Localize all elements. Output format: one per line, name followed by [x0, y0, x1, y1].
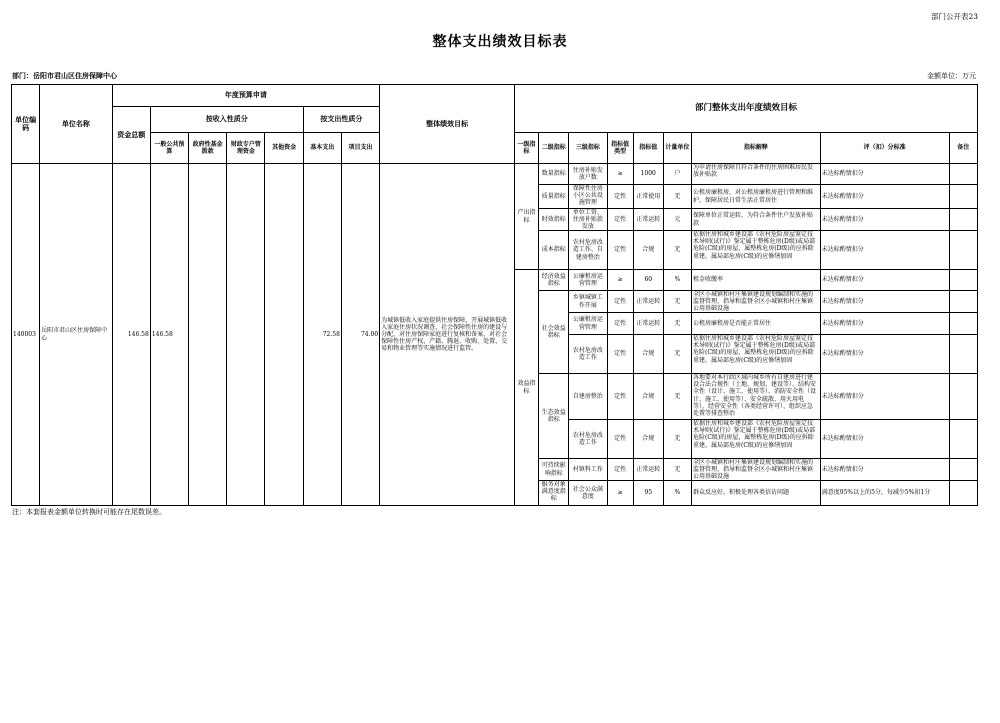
col-level2: 二级指标 — [539, 133, 569, 164]
project-expense-value: 74.00 — [341, 164, 379, 506]
indicator-type: 定性 — [607, 231, 633, 270]
indicator-l2: 时效指标 — [539, 209, 569, 231]
indicator-explanation: 全区小城镇和村庄集镇建设规划编制和实施的监督管理，指导和监督全区小城镇和村庄集镇公用基础设施 — [692, 291, 821, 313]
indicator-l3: 单位工资、住房补贴款发放 — [569, 209, 607, 231]
indicator-type: 定性 — [607, 185, 633, 209]
indicator-scoring: 未达标酌情扣分 — [820, 374, 949, 420]
unit-code: 140003 — [12, 164, 40, 506]
indicator-value: 合规 — [633, 231, 663, 270]
indicator-value: 60 — [633, 270, 663, 291]
indicator-l3: 乡镇城镇工作开展 — [569, 291, 607, 313]
indicator-scoring: 未达标酌情扣分 — [820, 313, 949, 335]
col-level3: 三级指标 — [569, 133, 607, 164]
col-explanation: 指标解释 — [692, 133, 821, 164]
col-annual-budget: 年度预算申请 — [112, 85, 380, 107]
indicator-l3: 农村危房改造工作、自建房整治 — [569, 231, 607, 270]
col-value: 指标值 — [633, 133, 663, 164]
indicator-l2: 生态效益指标 — [539, 374, 569, 459]
indicator-l2: 数量指标 — [539, 164, 569, 185]
indicator-value: 合规 — [633, 374, 663, 420]
indicator-l3: 农村危房改造工作 — [569, 335, 607, 374]
indicator-remarks — [949, 420, 977, 459]
performance-goal-table — [11, 84, 978, 506]
indicator-scoring: 满意度95%以上的5分，每减少5%扣1分 — [820, 481, 949, 506]
indicator-remarks — [949, 209, 977, 231]
fiscal-special-value — [227, 164, 265, 506]
col-by-income: 按收入性质分 — [150, 107, 303, 133]
indicator-unit: 无 — [663, 459, 691, 481]
indicator-l2: 成本指标 — [539, 231, 569, 270]
indicator-type: 定性 — [607, 335, 633, 374]
indicator-remarks — [949, 231, 977, 270]
indicator-unit: 无 — [663, 291, 691, 313]
indicator-value: 合规 — [633, 335, 663, 374]
indicator-value: 正常运转 — [633, 291, 663, 313]
indicator-explanation: 依据住房和城乡建设部《农村危险房屋鉴定技术导则(试行)》鉴定属于整栋危房(D级)或局部危险(C级)的房屋，属整栋危房(D级)的应拆除重建，属局部危房(C级)的应修缮加固 — [692, 420, 821, 459]
col-gov-fund: 政府性基金拨款 — [189, 133, 227, 164]
indicator-explanation: 公租房廉租房是否能正常居住 — [692, 313, 821, 335]
indicator-type: 定性 — [607, 459, 633, 481]
indicator-explanation: 群众反应好，积极处理各类信访问题 — [692, 481, 821, 506]
indicator-type: 定性 — [607, 420, 633, 459]
indicator-scoring: 未达标酌情扣分 — [820, 164, 949, 185]
unit-name: 岳阳市君山区住房保障中心 — [40, 164, 112, 506]
indicator-explanation: 租金收缴率 — [692, 270, 821, 291]
level1-output: 产出指标 — [514, 164, 538, 270]
indicator-scoring: 未达标酌情扣分 — [820, 291, 949, 313]
col-unit-name: 单位名称 — [40, 85, 112, 164]
indicator-l3: 村镇科工作 — [569, 459, 607, 481]
indicator-scoring: 未达标酌情扣分 — [820, 459, 949, 481]
amount-unit-label: 金额单位：万元 — [927, 72, 976, 80]
basic-expense-value: 72.58 — [303, 164, 341, 506]
indicator-value: 正常运转 — [633, 209, 663, 231]
col-fiscal-special: 财政专户管理资金 — [227, 133, 265, 164]
table-number-label: 部门公开表23 — [930, 12, 978, 21]
col-by-expense: 按支出性质分 — [303, 107, 379, 133]
indicator-l2: 质量指标 — [539, 185, 569, 209]
indicator-remarks — [949, 481, 977, 506]
indicator-l3: 公廉租房运营管理 — [569, 313, 607, 335]
department-label: 部门：岳阳市君山区住房保障中心 — [12, 71, 117, 80]
general-budget-value: 146.58 — [150, 164, 188, 506]
col-project-expense: 项目支出 — [341, 133, 379, 164]
indicator-l3: 社会公众满意度 — [569, 481, 607, 506]
indicator-value: 正常使用 — [633, 185, 663, 209]
indicator-remarks — [949, 270, 977, 291]
indicator-explanation: 保障单位正常运转，为符合条件住户发放补贴款 — [692, 209, 821, 231]
page-title: 整体支出绩效目标表 — [432, 34, 568, 50]
indicator-remarks — [949, 313, 977, 335]
col-overall-goal: 整体绩效目标 — [380, 85, 515, 164]
indicator-value: 正常运转 — [633, 313, 663, 335]
indicator-explanation: 为申请住房保障且符合条件的住房困难居民发放补贴款 — [692, 164, 821, 185]
indicator-l2: 社会效益指标 — [539, 291, 569, 374]
indicator-type: ≥ — [607, 270, 633, 291]
col-dept-goal: 部门整体支出年度绩效目标 — [514, 85, 977, 133]
indicator-unit: 无 — [663, 231, 691, 270]
total-funds-value: 146.58 — [112, 164, 150, 506]
indicator-type: 定性 — [607, 374, 633, 420]
indicator-l2: 可持续影响指标 — [539, 459, 569, 481]
indicator-l2: 服务对象满意度指标 — [539, 481, 569, 506]
col-level1: 一级指标 — [514, 133, 538, 164]
indicator-value: 合规 — [633, 420, 663, 459]
indicator-scoring: 未达标酌情扣分 — [820, 335, 949, 374]
gov-fund-value — [189, 164, 227, 506]
overall-goal-text: 为城镇低收入家庭提供住房保障，开展城镇低收入家庭住房状况调查，社会保障性住房的建设与分配，对住房保障家庭进行复核和备案，对社会保障性住房产权、产籍、腾退、收购、处置、交易和物业管理等实施情况进行监管。 — [380, 164, 515, 506]
table-row — [12, 164, 978, 185]
indicator-value: 正常运转 — [633, 459, 663, 481]
indicator-type: ≥ — [607, 481, 633, 506]
col-basic-expense: 基本支出 — [303, 133, 341, 164]
indicator-type: 定性 — [607, 291, 633, 313]
indicator-unit: 无 — [663, 185, 691, 209]
indicator-l2: 经济效益指标 — [539, 270, 569, 291]
indicator-explanation: 依据住房和城乡建设部《农村危险房屋鉴定技术导则(试行)》鉴定属于整栋危房(D级)或局部危险(C级)的房屋，属整栋危房(D级)的应拆除重建，属局部危房(C级)的应修缮加固 — [692, 335, 821, 374]
indicator-explanation: 全区小城镇和村庄集镇建设规划编制和实施的监督管理，指导和监督全区小城镇和村庄集镇公用基础设施 — [692, 459, 821, 481]
indicator-value: 1000 — [633, 164, 663, 185]
col-total-funds: 资金总额 — [112, 107, 150, 164]
indicator-scoring: 未达标酌情扣分 — [820, 209, 949, 231]
indicator-explanation: 公租房廉租房，对公租房廉租房进行管理和维护，保障居民日常生活正常居住 — [692, 185, 821, 209]
indicator-unit: 元 — [663, 209, 691, 231]
indicator-scoring: 未达标酌情扣分 — [820, 420, 949, 459]
indicator-type: ≥ — [607, 164, 633, 185]
col-general-budget: 一般公共预算 — [150, 133, 188, 164]
col-other-funds: 其他资金 — [265, 133, 303, 164]
indicator-unit: 无 — [663, 335, 691, 374]
indicator-l3: 住房补贴发放户数 — [569, 164, 607, 185]
indicator-value: 95 — [633, 481, 663, 506]
indicator-remarks — [949, 335, 977, 374]
col-remarks: 备注 — [949, 133, 977, 164]
col-measure-unit: 计量单位 — [663, 133, 691, 164]
indicator-scoring: 未达标酌情扣分 — [820, 270, 949, 291]
indicator-remarks — [949, 374, 977, 420]
indicator-unit: 无 — [663, 313, 691, 335]
indicator-explanation: 各地要对本行政区域内城乡所有自建房进行建设合法合规性（土地、规划、建设等）、结构安全性（设计、施工、使用等）、消防安全性（设计、施工、使用等）、安全疏散、用火用电等），经营安全性（各类经营许可）、组织应急处置等排查整治 — [692, 374, 821, 420]
indicator-l3: 自建房整治 — [569, 374, 607, 420]
other-funds-value — [265, 164, 303, 506]
indicator-unit: 无 — [663, 374, 691, 420]
col-unit-code: 单位编码 — [12, 85, 40, 164]
indicator-unit: 无 — [663, 420, 691, 459]
col-value-type: 指标值类型 — [607, 133, 633, 164]
indicator-remarks — [949, 185, 977, 209]
indicator-explanation: 依据住房和城乡建设部《农村危险房屋鉴定技术导则(试行)》鉴定属于整栋危房(D级)或局部危险(C级)的房屋，属整栋危房(D级)的应拆除重建，属局部危房(C级)的应修缮加固 — [692, 231, 821, 270]
indicator-type: 定性 — [607, 313, 633, 335]
indicator-remarks — [949, 459, 977, 481]
indicator-remarks — [949, 291, 977, 313]
col-scoring: 评（扣）分标准 — [820, 133, 949, 164]
indicator-remarks — [949, 164, 977, 185]
indicator-unit: % — [663, 481, 691, 506]
indicator-l3: 保障性住房小区公共设施管理 — [569, 185, 607, 209]
indicator-l3: 公廉租房运营管理 — [569, 270, 607, 291]
indicator-type: 定性 — [607, 209, 633, 231]
footnote: 注：本套报表金额单位转换时可能存在尾数误差。 — [12, 508, 166, 516]
indicator-unit: % — [663, 270, 691, 291]
indicator-scoring: 未达标酌情扣分 — [820, 231, 949, 270]
indicator-l3: 农村危房改造工作 — [569, 420, 607, 459]
indicator-scoring: 未达标酌情扣分 — [820, 185, 949, 209]
indicator-unit: 户 — [663, 164, 691, 185]
level1-effect: 效益指标 — [514, 270, 538, 506]
